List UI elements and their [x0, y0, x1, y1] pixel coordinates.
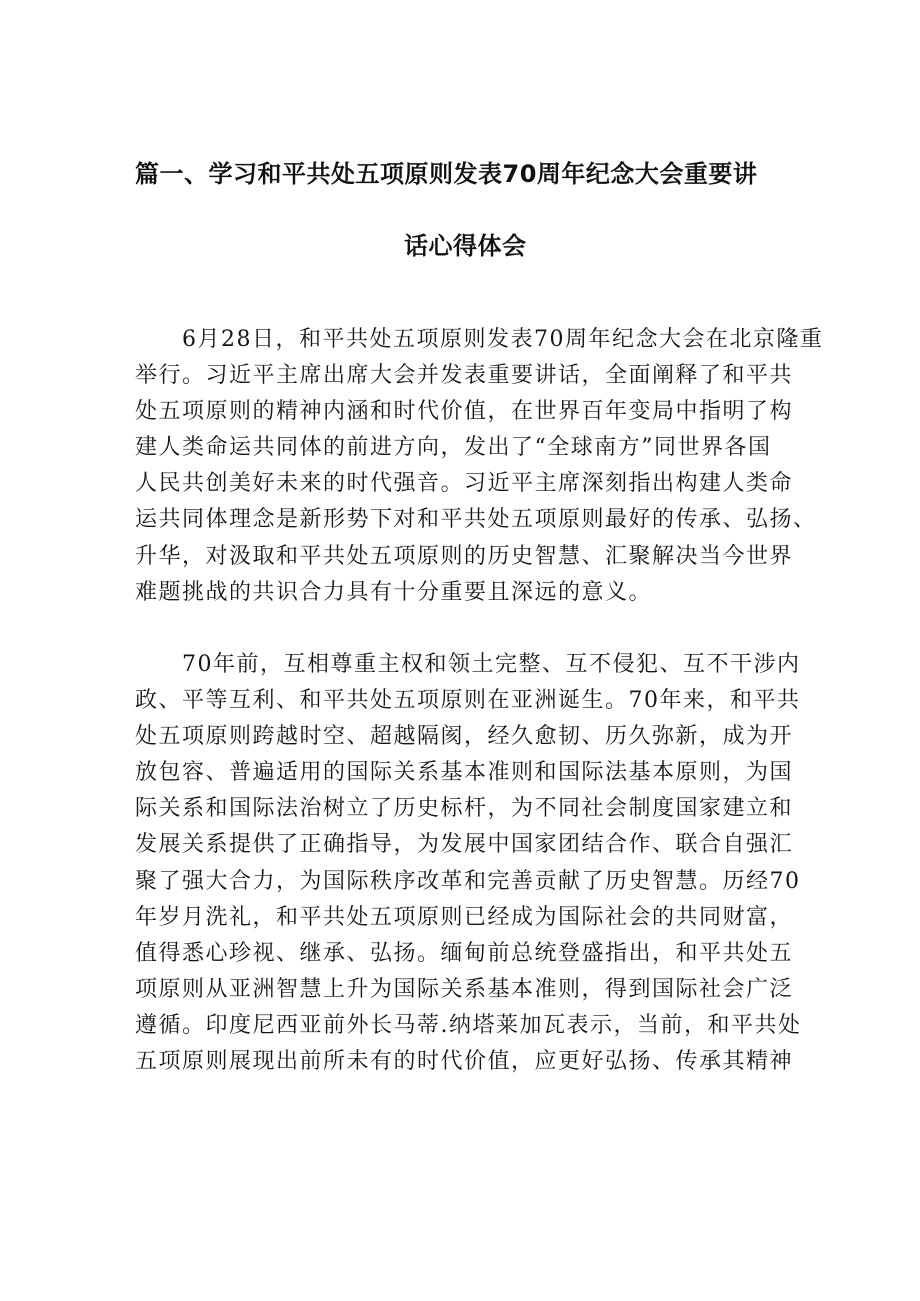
text-line: 处五项原则跨越时空、超越隔阂，经久愈韧、历久弥新，成为开: [135, 724, 794, 750]
paragraph-1: [135, 322, 824, 611]
text-line: 发展关系提供了正确指导，为发展中国家团结合作、联合自强汇: [135, 832, 794, 858]
text-line: 遵循。印度尼西亚前外长马蒂.纳塔莱加瓦表示，当前，和平共处: [135, 1012, 802, 1038]
document-title-line-1: 篇一、学习和平共处五项原则发表70周年纪念大会重要讲: [135, 160, 758, 188]
text-line: 处五项原则的精神内涵和时代价值，在世界百年变局中指明了构: [135, 399, 794, 425]
text-line: 难题挑战的共识合力具有十分重要且深远的意义。: [135, 579, 653, 605]
text-line: 人民共创美好未来的时代强音。习近平主席深刻指出构建人类命: [135, 471, 794, 497]
text-line: 项原则从亚洲智慧上升为国际关系基本准则，得到国际社会广泛: [135, 976, 794, 1002]
text-line: 值得悉心珍视、继承、弘扬。缅甸前总统登盛指出，和平共处五: [135, 940, 794, 966]
text-line: 五项原则展现出前所未有的时代价值，应更好弘扬、传承其精神: [135, 1049, 794, 1075]
text-line: 际关系和国际法治树立了历史标杆，为不同社会制度国家建立和: [135, 796, 794, 822]
text-line: 运共同体理念是新形势下对和平共处五项原则最好的传承、弘扬、: [135, 507, 817, 533]
text-line: 升华，对汲取和平共处五项原则的历史智慧、汇聚解决当今世界: [135, 543, 794, 569]
text-line: 建人类命运共同体的前进方向，发出了“全球南方”同世界各国: [135, 435, 772, 461]
text-line: 年岁月洗礼，和平共处五项原则已经成为国际社会的共同财富，: [135, 904, 794, 930]
paragraph-2: [135, 647, 802, 1080]
text-line: 放包容、普遍适用的国际关系基本准则和国际法基本原则，为国: [135, 760, 794, 786]
text-line: 举行。习近平主席出席大会并发表重要讲话，全面阐释了和平共: [135, 363, 794, 389]
text-line: 聚了强大合力，为国际秩序改革和完善贡献了历史智慧。历经70: [135, 868, 801, 894]
text-line: 6月28日，和平共处五项原则发表70周年纪念大会在北京隆重: [135, 327, 824, 352]
document-title-line-2: 话心得体会: [404, 232, 527, 260]
text-line: 70年前，互相尊重主权和领土完整、互不侵犯、互不干涉内: [135, 652, 801, 677]
text-line: 政、平等互利、和平共处五项原则在亚洲诞生。70年来，和平共: [135, 688, 801, 714]
